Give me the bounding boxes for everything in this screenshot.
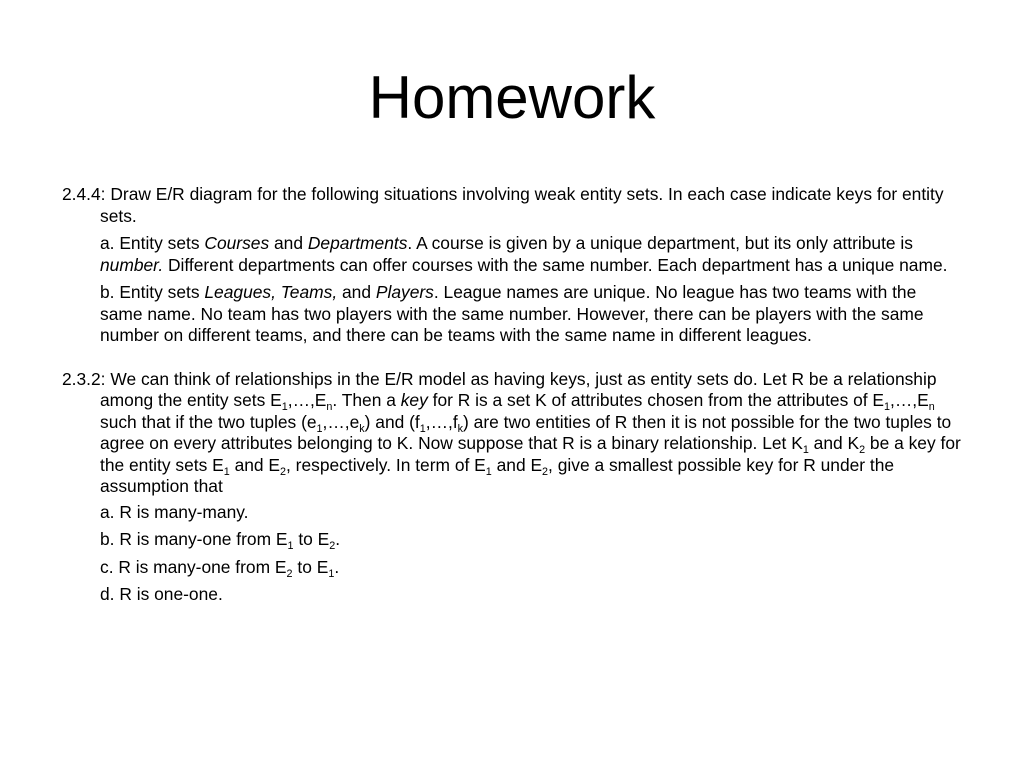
leagues-teams-term: Leagues, Teams, xyxy=(204,282,338,302)
text: and K xyxy=(808,433,860,453)
number-term: number. xyxy=(100,254,164,275)
subscript: 1 xyxy=(281,400,288,413)
problem-2-3-2 xyxy=(62,369,962,606)
problem-2-4-4-part-a xyxy=(100,233,962,276)
players-term: Players xyxy=(375,282,434,302)
subscript: n xyxy=(928,400,935,413)
text: and E xyxy=(229,454,281,475)
text: . Then a xyxy=(332,390,401,410)
subscript: k xyxy=(457,422,464,435)
subscript: 1 xyxy=(485,465,492,478)
text: , respectively. In term of E xyxy=(286,454,486,475)
text: b. Entity sets xyxy=(100,282,205,302)
problem-2-3-2-part-c xyxy=(100,557,962,579)
text: ,…,E xyxy=(287,390,327,410)
problem-2-3-2-part-d: d. R is one-one. xyxy=(100,584,223,604)
subscript: 1 xyxy=(316,422,323,435)
text: and xyxy=(337,282,376,302)
problem-2-4-4-stem: 2.4.4: Draw E/R diagram for the following situations involving weak entity sets. In each case indicate keys for entity sets. xyxy=(62,184,944,226)
text: . xyxy=(335,529,341,549)
text: Different departments can offer courses with the same number. Each department has a unique name. xyxy=(163,254,948,275)
problem-2-3-2-part-a: a. R is many-many. xyxy=(100,501,249,522)
subscript: 1 xyxy=(802,443,809,456)
slide-title: Homework xyxy=(368,64,656,131)
text: to E xyxy=(293,529,330,549)
text: 2.3.2: We can think of relationships in the E/R model as having keys, just as entity sets do. Let R be a relationship among the entity sets E xyxy=(62,368,937,410)
text: for R is a set K of attributes chosen from the attributes of E xyxy=(427,390,885,410)
text: and xyxy=(269,233,308,253)
text: , give a smallest possible key for R under the assumption that xyxy=(100,454,895,496)
subscript: n xyxy=(326,400,333,413)
text: and E xyxy=(491,454,543,475)
subscript: 2 xyxy=(280,465,287,478)
problem-2-3-2-part-b xyxy=(100,529,962,551)
text: ,…,e xyxy=(322,411,360,432)
problem-2-4-4-part-b xyxy=(100,282,962,347)
text: ,…,f xyxy=(425,411,458,432)
courses-term: Courses xyxy=(204,233,270,253)
departments-term: Departments xyxy=(307,233,408,253)
text: . A course is given by a unique department, but its only attribute is xyxy=(407,233,913,253)
subscript: 1 xyxy=(419,422,426,435)
text: ) and (f xyxy=(364,411,420,432)
text: to E xyxy=(292,556,329,577)
subscript: 2 xyxy=(859,443,866,456)
subscript: 1 xyxy=(287,539,294,552)
subscript: 2 xyxy=(329,539,336,552)
text: . League names are unique. No league has two teams with the same name. No team has two players with the same number. However, there can be players with the same number on different teams, and there can be teams with the same name in different leagues. xyxy=(100,282,924,345)
text: such that if the two tuples (e xyxy=(100,411,317,432)
problem-2-4-4 xyxy=(62,184,962,347)
text: c. R is many-one from E xyxy=(100,556,287,577)
subscript: 1 xyxy=(884,400,891,413)
subscript: k xyxy=(359,422,365,435)
text: ) are two entities of R then it is not possible for the two tuples to agree on every attributes belonging to K. Now suppose that R is a binary relationship. Let K xyxy=(100,411,952,453)
text: . xyxy=(334,556,340,577)
subscript: 2 xyxy=(542,465,549,478)
subscript: 2 xyxy=(286,567,293,580)
text: ,…,E xyxy=(890,390,929,410)
subscript: 1 xyxy=(223,465,230,478)
text: a. Entity sets xyxy=(100,233,205,253)
text: be a key for the entity sets E xyxy=(100,433,961,475)
slide-body xyxy=(62,184,962,606)
key-term: key xyxy=(400,390,428,410)
problem-2-3-2-stem xyxy=(62,369,962,498)
text: b. R is many-one from E xyxy=(100,529,288,549)
subscript: 1 xyxy=(328,567,335,580)
